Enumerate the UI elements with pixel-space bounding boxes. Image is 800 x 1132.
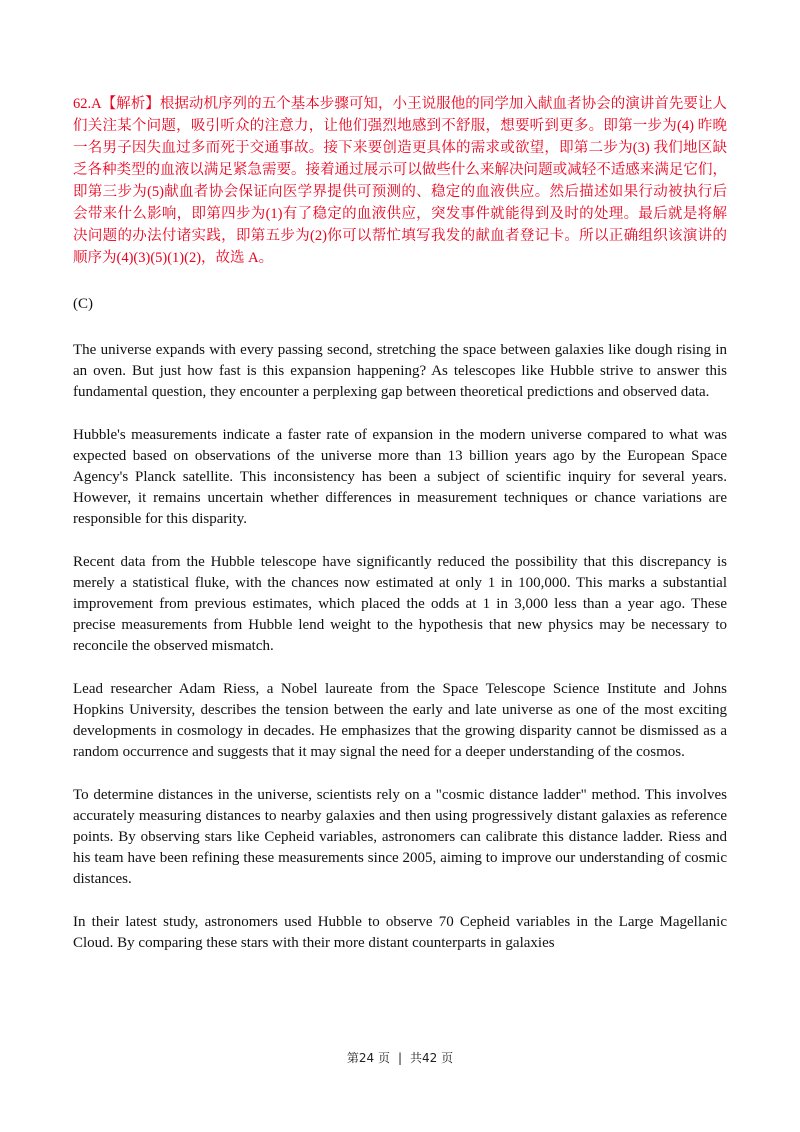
passage-paragraph-3: Recent data from the Hubble telescope have significantly reduced the possibility that this discrepancy is merely a statistical fluke, with the chances now estimated at only 1 in 100,000. This marks a substantial improvement from previous estimates, which placed the odds at 1 in 3,000 less than a year ago. These precise measurements from Hubble lend weight to the hypothesis that new physics may be necessary to reconcile the observed mismatch.: [73, 554, 727, 654]
page-footer: [0, 1049, 800, 1066]
section-label: (C): [73, 296, 93, 312]
passage-paragraph-6: In their latest study, astronomers used Hubble to observe 70 Cepheid variables in the Large Magellanic Cloud. By comparing these stars with their more distant counterparts in galaxies: [73, 914, 727, 951]
footer-separator: |: [397, 1051, 403, 1065]
passage-paragraph-2: Hubble's measurements indicate a faster rate of expansion in the modern universe compared to what was expected based on observations of the universe more than 13 billion years ago by the European Space Agency's Planck satellite. This inconsistency has been a subject of scientific inquiry for several years. However, it remains uncertain whether differences in measurement techniques or chance variations are responsible for this disparity.: [73, 427, 727, 527]
page-number: 第24 页: [346, 1051, 390, 1065]
page-total: 共42 页: [410, 1051, 454, 1065]
document-page: [73, 93, 727, 954]
answer-explanation: 62.A【解析】根据动机序列的五个基本步骤可知，小王说服他的同学加入献血者协会的演讲首先要让人们关注某个问题，吸引听众的注意力，让他们强烈地感到不舒服，想要听到更多。即第一步为(4) 昨晚一名男子因失血过多而死于交通事故。接下来要创造更具体的需求或欲望，即第二步为(3) 我们地区缺乏各种类型的血液以满足紧急需要。接着通过展示可以做些什么来解决问题或减轻不适感来满足它们，即第三步为(5)献血者协会保证向医学界提供可预测的、稳定的血液供应。然后描述如果行动被执行后会带来什么影响，即第四步为(1)有了稳定的血液供应，突发事件就能得到及时的处理。最后就是将解决问题的办法付诸实践，即第五步为(2)你可以帮忙填写我发的献血者登记卡。所以正确组织该演讲的顺序为(4)(3)(5)(1)(2)，故选 A。: [73, 96, 727, 266]
passage-paragraph-1: The universe expands with every passing second, stretching the space between galaxies like dough rising in an oven. But just how fast is this expansion happening? As telescopes like Hubble strive to answer this fundamental question, they encounter a perplexing gap between theoretical predictions and observed data.: [73, 342, 727, 400]
passage-paragraph-5: To determine distances in the universe, scientists rely on a "cosmic distance ladder" method. This involves accurately measuring distances to nearby galaxies and then using progressively distant galaxies as reference points. By observing stars like Cepheid variables, astronomers can calibrate this distance ladder. Riess and his team have been refining these measurements since 2005, aiming to improve our understanding of cosmic distances.: [73, 787, 727, 887]
passage-paragraph-4: Lead researcher Adam Riess, a Nobel laureate from the Space Telescope Science Institute and Johns Hopkins University, describes the tension between the early and late universe as one of the most exciting developments in cosmology in decades. He emphasizes that the growing disparity cannot be dismissed as a random occurrence and suggests that it may signal the need for a deeper understanding of the cosmos.: [73, 681, 727, 760]
